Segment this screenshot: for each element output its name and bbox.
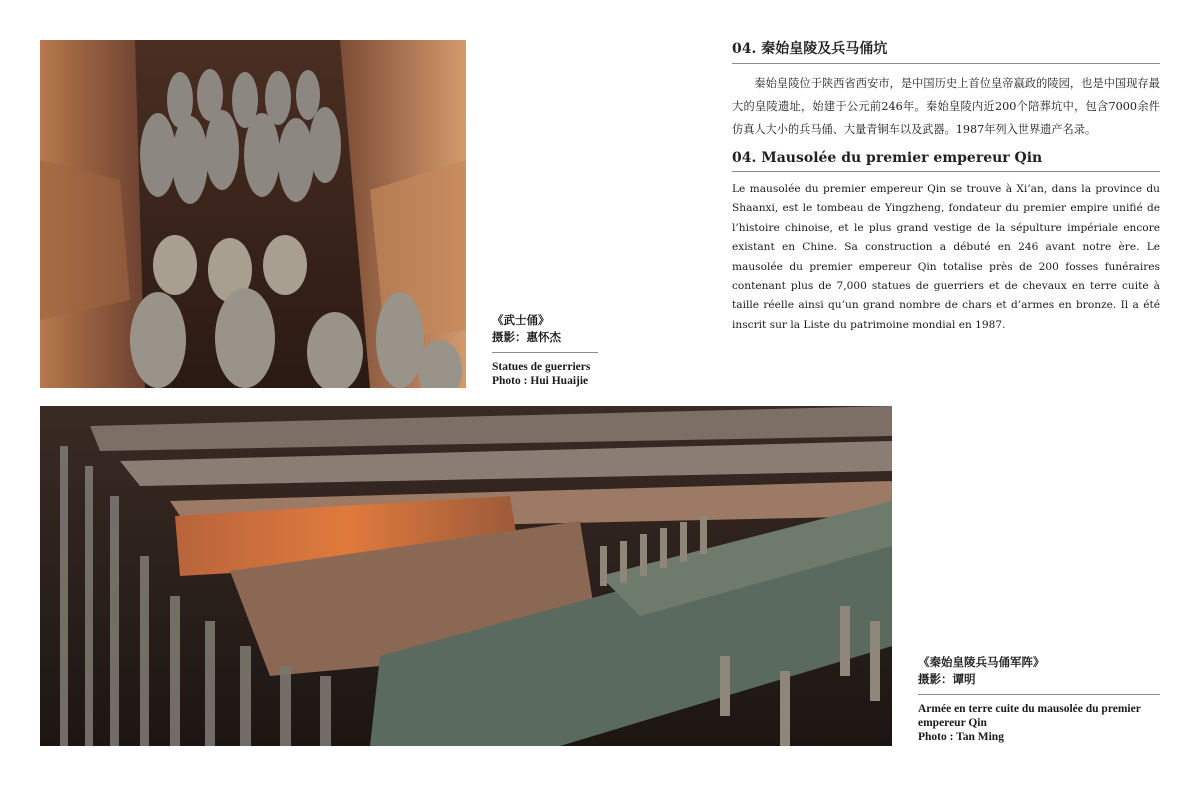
caption-warriors-title-zh: 《武士俑》 <box>492 313 550 327</box>
terracotta-army-photo <box>40 406 892 746</box>
section-body-french: Le mausolée du premier empereur Qin se trouve à Xi’an, dans la province du Shaanxi, est le tombeau de Yingzheng, fondateur du premier empire unifié de l’histoire chinoise, et le plus grand vestige de la sépulture impériale encore existant en Chine. Sa construction a débuté en 246 avant notre ère. Le mausolée du premier empereur Qin totalise près de 200 fosses funéraires contenant plus de 7,000 statues de guerriers et de chevaux en terre cuite à taille réelle ainsi qu’un grand nombre de chars et d’armes en bronze. Il a été inscrit sur la Liste du patrimoine mondial en 1987. <box>732 183 1160 331</box>
section-heading-french: 04. Mausolée du premier empereur Qin <box>732 150 1160 172</box>
caption-army-photo-fr: Photo : Tan Ming <box>918 731 1004 743</box>
caption-divider <box>918 694 1160 695</box>
caption-army-photo-zh: 摄影：谭明 <box>918 672 976 686</box>
article-section-french <box>732 150 1160 335</box>
caption-warriors-photo-zh: 摄影：惠怀杰 <box>492 330 561 344</box>
article-section-chinese <box>732 38 1160 141</box>
section-body-chinese: 秦始皇陵位于陕西省西安市，是中国历史上首位皇帝嬴政的陵园，也是中国现存最大的皇陵遗址，始建于公元前246年。秦始皇陵内近200个陪葬坑中，包含7000余件仿真人大小的兵马俑、大量青铜车以及武器。1987年列入世界遗产名录。 <box>732 77 1160 136</box>
caption-warriors <box>492 312 598 388</box>
caption-army <box>918 654 1160 744</box>
caption-army-title-zh: 《秦始皇陵兵马俑军阵》 <box>918 655 1045 669</box>
caption-warriors-photo-fr: Photo : Hui Huaijie <box>492 375 589 387</box>
caption-army-title-fr: Armée en terre cuite du mausolée du premier empereur Qin <box>918 703 1141 729</box>
caption-warriors-title-fr: Statues de guerriers <box>492 361 591 373</box>
caption-divider <box>492 352 598 353</box>
warrior-statues-photo <box>40 40 466 388</box>
section-heading-chinese: 04. 秦始皇陵及兵马俑坑 <box>732 38 1160 64</box>
